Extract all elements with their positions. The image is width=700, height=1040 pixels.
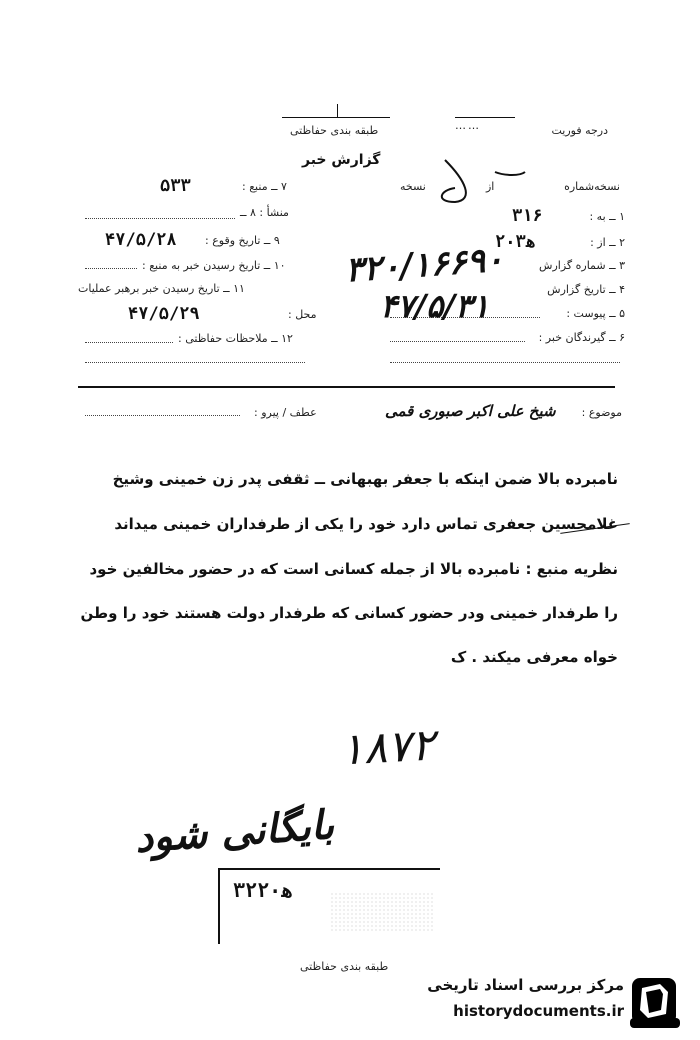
field-11-ops-date: ۱۱ ــ تاریخ رسیدن خبر برهبر عملیات	[78, 282, 245, 295]
body-line-4: را طرفدار خمینی ودر حضور کسانی که طرفدار دولت هستند خود را وطن	[80, 604, 618, 622]
handwritten-report-date: ۴۷/۵/۳۱	[380, 287, 490, 325]
reference-dots	[85, 415, 240, 416]
to-value: ۳۱۶	[512, 206, 543, 226]
form-title: گزارش خبر	[302, 152, 381, 168]
logo-icon	[630, 974, 682, 1028]
watermark	[412, 972, 682, 1030]
field-6-dots-2	[390, 362, 620, 363]
header-divider-left	[282, 117, 390, 118]
field-10-source-date: ۱۰ ــ تاریخ رسیدن خبر به منبع :	[142, 259, 286, 272]
field-8-origin: منشأ : ۸ ــ	[240, 206, 289, 219]
from-value: ۲۰ﻫ۳	[495, 232, 536, 252]
field-6-recipients: ۶ ــ گیرندگان خبر :	[538, 331, 625, 344]
field-5-attachment: ۵ ــ پیوست :	[566, 307, 625, 320]
subject-value: شیخ علی اکبر صبوری قمی	[385, 402, 556, 420]
field-1-to: ۱ ــ به :	[589, 210, 625, 223]
classification-label: طبقه بندی حفاظتی	[290, 124, 379, 137]
copy-number-label: نسخه‌شماره	[564, 180, 620, 193]
copy-from-label: از	[486, 180, 495, 193]
ops-date-value: ۴۷/۵/۲۹	[128, 304, 200, 324]
field-8-dots	[85, 218, 235, 219]
subject-label: موضوع :	[581, 406, 622, 419]
header-tick	[337, 104, 338, 118]
field-12-dots-2	[85, 362, 305, 363]
classification-dots: ……	[455, 119, 481, 132]
footer-classification: طبقه بندی حفاظتی	[300, 960, 389, 973]
field-4-report-date: ۴ ــ تاریخ گزارش	[547, 283, 625, 296]
handwritten-archive-note: بایگانی شود	[133, 801, 336, 862]
handwritten-number: ۱۸۷۲	[338, 719, 436, 776]
field-12-security-notes: ۱۲ ــ ملاحظات حفاظتی :	[178, 332, 293, 345]
field-2-from: ۲ ــ از :	[590, 236, 625, 249]
reference-label: عطف / پیرو :	[254, 406, 317, 419]
section-divider	[78, 386, 615, 388]
copy-word-label: نسخه	[400, 180, 426, 193]
field-7-source: ۷ ــ منبع :	[242, 180, 287, 193]
field-3-report-number: ۳ ــ شماره گزارش	[539, 259, 625, 272]
copy-number-scribble	[425, 150, 535, 210]
place-label: محل :	[288, 308, 317, 321]
body-line-2: غلامحسین جعفری تماس دارد خود را یکی از طرفداران خمینی میداند	[114, 515, 618, 533]
watermark-org: مرکز بررسی اسناد تاریخی	[427, 976, 624, 994]
header-divider-right	[455, 117, 515, 118]
field-10-dots	[85, 268, 137, 269]
body-line-1: نامبرده بالا ضمن اینکه با جعفر بهبهانی ــ ثقفی پدر زن خمینی وشیخ	[112, 470, 618, 488]
field-6-dots	[390, 341, 525, 342]
body-line-5: خواه معرفی میکند . ک	[450, 648, 618, 666]
source-value: ۵۳۳	[160, 176, 191, 196]
field-12-dots	[85, 342, 173, 343]
occurrence-date-value: ۴۷/۵/۲۸	[105, 230, 177, 250]
stamp-smudge	[330, 892, 435, 932]
field-9-occurrence-date: ۹ ــ تاریخ وقوع :	[205, 234, 280, 247]
watermark-site: historydocuments.ir	[453, 1002, 624, 1020]
body-line-3: نظریه منبع : نامبرده بالا از جمله کسانی است که در حضور مخالفین خود	[89, 560, 618, 578]
priority-label: درجه فوریت	[551, 124, 608, 137]
stamp-number: ۳۲ﻫ۲۰	[233, 878, 294, 902]
handwritten-report-number: ۳۲۰/۱۶۶۹۰	[343, 239, 505, 291]
